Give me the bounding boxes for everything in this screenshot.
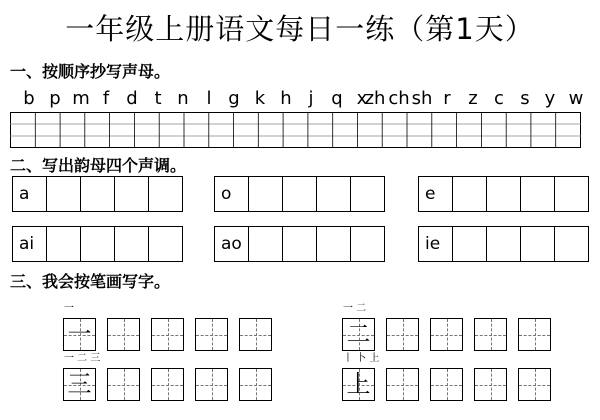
tone-row-e bbox=[418, 176, 589, 212]
shengmu-letters bbox=[20, 88, 584, 110]
tone-answer-box[interactable] bbox=[520, 176, 555, 212]
tone-answer-box[interactable] bbox=[114, 226, 149, 262]
shengmu-letter: sh bbox=[411, 88, 433, 109]
tone-row-ai bbox=[12, 226, 183, 262]
tone-answer-box[interactable] bbox=[452, 176, 487, 212]
shengmu-letter: q bbox=[331, 88, 343, 109]
shengmu-letter: ch bbox=[388, 88, 410, 109]
section2-heading: 二、写出韵母四个声调。 bbox=[10, 156, 187, 175]
practice-char-grid[interactable] bbox=[239, 318, 272, 351]
practice-char-grid[interactable] bbox=[430, 318, 463, 351]
example-character: 二 bbox=[346, 320, 371, 348]
vowel-label: ai bbox=[19, 234, 35, 254]
vowel-label: ie bbox=[425, 234, 441, 254]
practice-char-grid[interactable] bbox=[151, 368, 184, 401]
tone-answer-box[interactable] bbox=[46, 176, 81, 212]
vowel-label: a bbox=[19, 184, 30, 204]
shengmu-letter: c bbox=[494, 88, 504, 109]
shengmu-letter: f bbox=[102, 88, 110, 109]
tone-answer-box[interactable] bbox=[248, 226, 283, 262]
tone-answer-box[interactable] bbox=[350, 176, 385, 212]
shengmu-letter: g bbox=[228, 88, 240, 109]
tone-answer-box[interactable] bbox=[316, 226, 351, 262]
vowel-label: e bbox=[425, 184, 436, 204]
tone-answer-box[interactable] bbox=[316, 176, 351, 212]
vowel-box bbox=[418, 226, 453, 262]
practice-char-grid[interactable] bbox=[151, 318, 184, 351]
tone-row-ao bbox=[214, 226, 385, 262]
section1-heading: 一、按顺序抄写声母。 bbox=[10, 62, 171, 81]
example-character: 三 bbox=[67, 370, 92, 398]
vowel-box bbox=[214, 226, 249, 262]
shengmu-letter: zh bbox=[364, 88, 386, 109]
page-title: 一年级上册语文每日一练（第1天） bbox=[65, 12, 535, 46]
stroke-order-hint: 一 二 bbox=[343, 303, 367, 314]
stroke-order-hint: 一 二 三 bbox=[64, 353, 101, 364]
tone-answer-box[interactable] bbox=[148, 176, 183, 212]
tone-answer-box[interactable] bbox=[80, 226, 115, 262]
shengmu-letter: l bbox=[206, 88, 212, 109]
tone-answer-box[interactable] bbox=[80, 176, 115, 212]
vowel-box bbox=[12, 226, 47, 262]
tone-answer-box[interactable] bbox=[248, 176, 283, 212]
example-char-grid bbox=[342, 318, 375, 351]
example-character: 一 bbox=[67, 320, 92, 348]
shengmu-letter: t bbox=[154, 88, 162, 109]
practice-char-grid[interactable] bbox=[107, 368, 140, 401]
example-char-grid bbox=[63, 368, 96, 401]
shengmu-letter: p bbox=[49, 88, 61, 109]
tone-answer-box[interactable] bbox=[282, 226, 317, 262]
section3-heading: 三、我会按笔画写字。 bbox=[10, 272, 171, 291]
vowel-label: o bbox=[221, 184, 232, 204]
practice-char-grid[interactable] bbox=[195, 318, 228, 351]
tone-answer-box[interactable] bbox=[452, 226, 487, 262]
vowel-box bbox=[214, 176, 249, 212]
example-char-grid bbox=[63, 318, 96, 351]
tone-answer-box[interactable] bbox=[486, 176, 521, 212]
tone-row-a bbox=[12, 176, 183, 212]
practice-char-grid[interactable] bbox=[386, 368, 419, 401]
four-line-grid bbox=[10, 112, 581, 148]
tone-answer-box[interactable] bbox=[520, 226, 555, 262]
tone-answer-box[interactable] bbox=[148, 226, 183, 262]
shengmu-letter: k bbox=[254, 88, 266, 109]
shengmu-letter: n bbox=[177, 88, 189, 109]
tone-row-ie bbox=[418, 226, 589, 262]
shengmu-letter: h bbox=[280, 88, 292, 109]
shengmu-letter: s bbox=[520, 88, 530, 109]
practice-char-grid[interactable] bbox=[430, 368, 463, 401]
shengmu-letter: r bbox=[443, 88, 451, 109]
practice-char-grid[interactable] bbox=[386, 318, 419, 351]
tone-answer-box[interactable] bbox=[554, 176, 589, 212]
tone-answer-box[interactable] bbox=[46, 226, 81, 262]
practice-char-grid[interactable] bbox=[518, 368, 551, 401]
shengmu-letter: d bbox=[126, 88, 138, 109]
shengmu-letter: m bbox=[72, 88, 90, 109]
practice-char-grid[interactable] bbox=[518, 318, 551, 351]
practice-char-grid[interactable] bbox=[239, 368, 272, 401]
practice-char-grid[interactable] bbox=[474, 318, 507, 351]
shengmu-letter: w bbox=[568, 88, 584, 109]
tone-row-o bbox=[214, 176, 385, 212]
stroke-order-hint: 一 bbox=[64, 303, 74, 314]
shengmu-letter: b bbox=[23, 88, 35, 109]
tone-answer-box[interactable] bbox=[554, 226, 589, 262]
practice-char-grid[interactable] bbox=[107, 318, 140, 351]
vowel-label: ao bbox=[221, 234, 242, 254]
shengmu-letter: z bbox=[468, 88, 478, 109]
practice-char-grid[interactable] bbox=[474, 368, 507, 401]
vowel-box bbox=[418, 176, 453, 212]
shengmu-letter: y bbox=[544, 88, 556, 109]
stroke-order-hint: 丨 卜 上 bbox=[343, 353, 380, 364]
tone-answer-box[interactable] bbox=[282, 176, 317, 212]
practice-char-grid[interactable] bbox=[195, 368, 228, 401]
tone-answer-box[interactable] bbox=[486, 226, 521, 262]
example-char-grid bbox=[342, 368, 375, 401]
shengmu-letter: x bbox=[356, 88, 368, 109]
shengmu-letter: j bbox=[308, 88, 314, 109]
tone-answer-box[interactable] bbox=[114, 176, 149, 212]
tone-answer-box[interactable] bbox=[350, 226, 385, 262]
vowel-box bbox=[12, 176, 47, 212]
example-character: 上 bbox=[346, 370, 371, 398]
